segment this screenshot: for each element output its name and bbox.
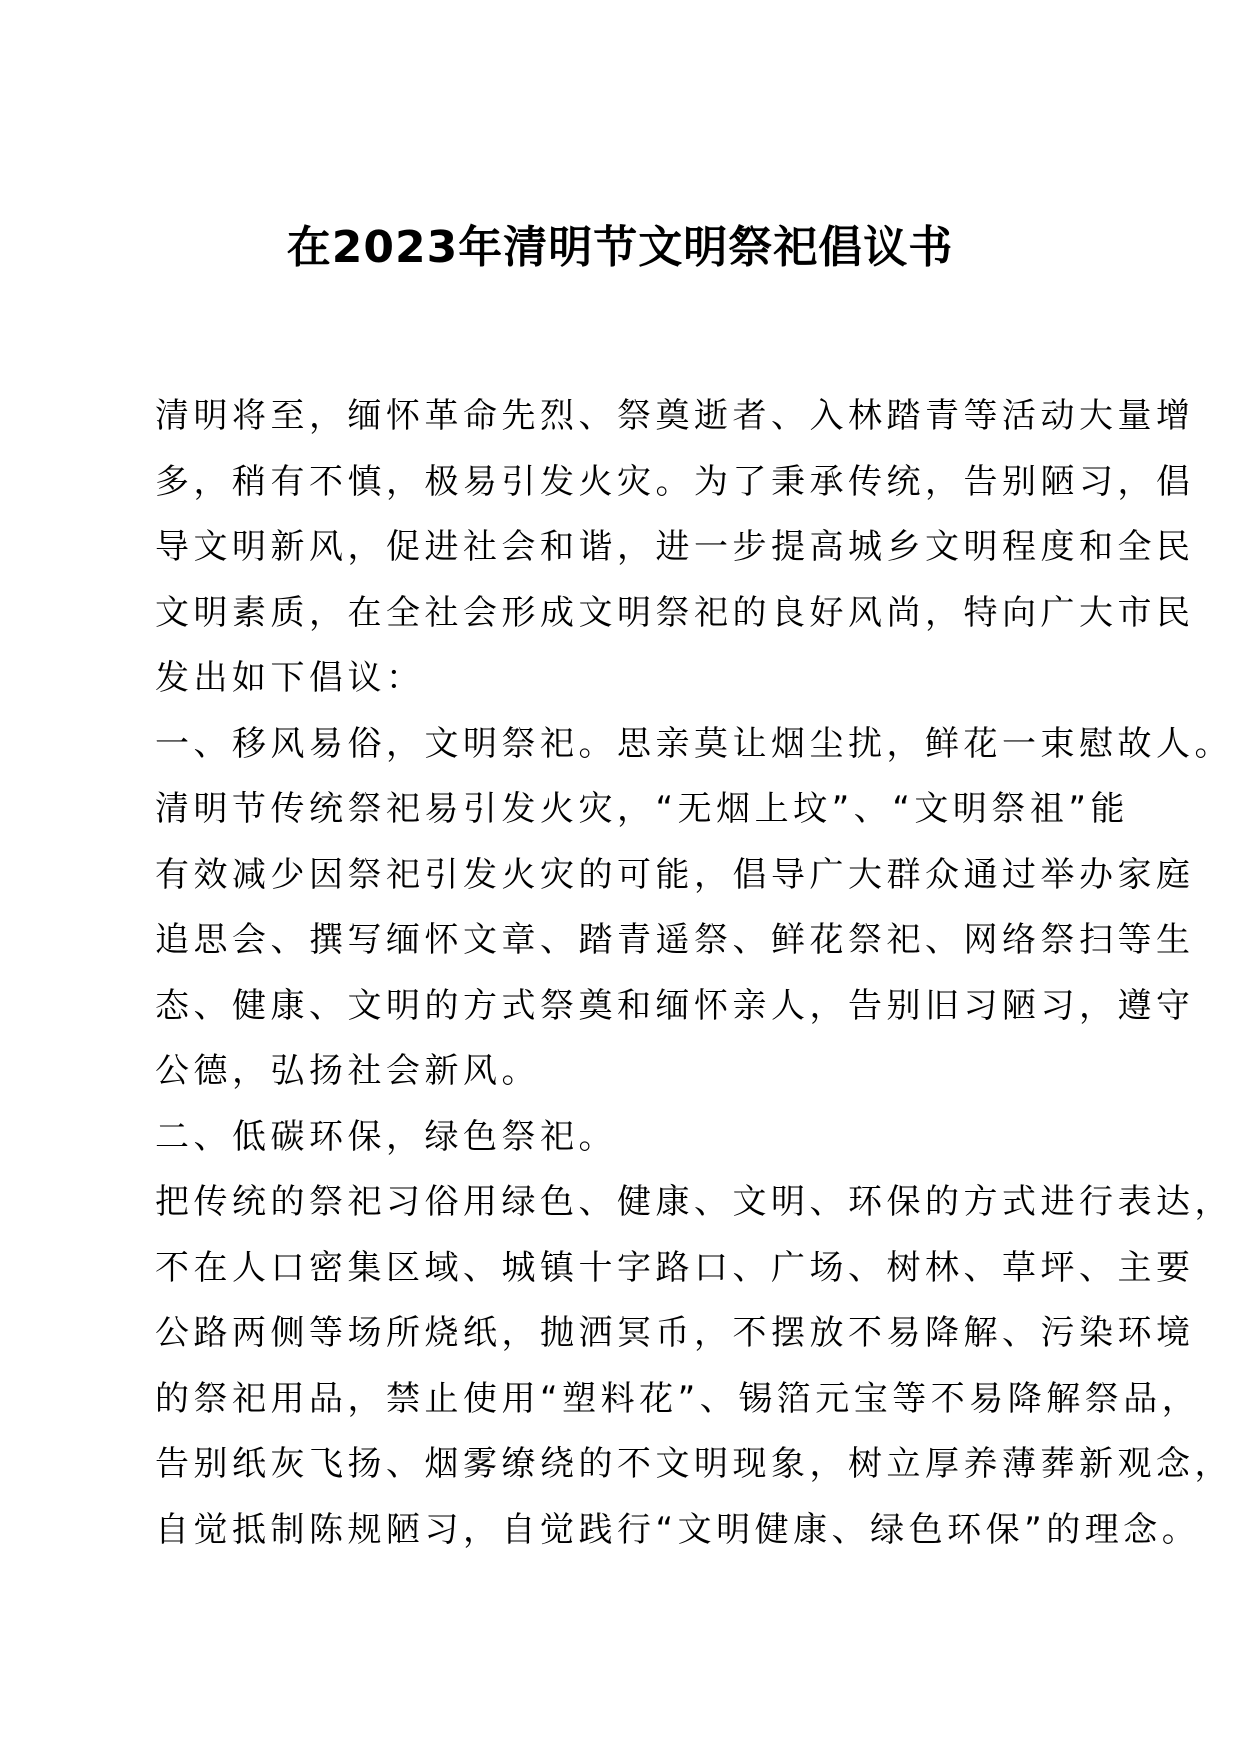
body-line: 有效减少因祭祀引发火灾的可能，倡导广大群众通过举办家庭 <box>155 854 1195 895</box>
body-line: 文明素质，在全社会形成文明祭祀的良好风尚，特向广大市民 <box>155 592 1195 633</box>
body-line: 发出如下倡议： <box>155 658 425 698</box>
section-heading-line: 一、移风易俗，文明祭祀。思亲莫让烟尘扰，鲜花一束慰故人。 <box>155 723 1233 764</box>
body-line: 追思会、撰写缅怀文章、踏青遥祭、鲜花祭祀、网络祭扫等生 <box>155 920 1195 960</box>
body-line: 不在人口密集区域、城镇十字路口、广场、树林、草坪、主要 <box>155 1247 1195 1288</box>
body-line: 清明将至，缅怀革命先烈、祭奠逝者、入林踏青等活动大量增 <box>155 396 1195 436</box>
body-line: 的祭祀用品，禁止使用“塑料花”、锡箔元宝等不易降解祭品， <box>155 1378 1201 1419</box>
body-line: 公路两侧等场所烧纸，抛洒冥币，不摆放不易降解、污染环境 <box>155 1313 1195 1353</box>
body-line: 导文明新风，促进社会和谐，进一步提高城乡文明程度和全民 <box>155 527 1195 567</box>
body-line: 清明节传统祭祀易引发火灾，“无烟上坟”、“文明祭祖”能 <box>155 789 1129 829</box>
section-heading-line: 二、低碳环保，绿色祭祀。 <box>155 1116 617 1157</box>
body-line: 多，稍有不慎，极易引发火灾。为了秉承传统，告别陋习，倡 <box>155 461 1195 502</box>
document-body <box>155 384 1233 1563</box>
body-line: 告别纸灰飞扬、烟雾缭绕的不文明现象，树立厚养薄葬新观念， <box>155 1444 1233 1484</box>
body-line: 公德，弘扬社会新风。 <box>155 1051 540 1091</box>
body-line: 自觉抵制陈规陋习，自觉践行“文明健康、绿色环保”的理念。 <box>155 1509 1201 1550</box>
document-title: 在2023年清明节文明祭祀倡议书 <box>286 222 954 273</box>
body-line: 态、健康、文明的方式祭奠和缅怀亲人，告别旧习陋习，遵守 <box>155 985 1195 1026</box>
body-line: 把传统的祭祀习俗用绿色、健康、文明、环保的方式进行表达， <box>155 1182 1233 1222</box>
